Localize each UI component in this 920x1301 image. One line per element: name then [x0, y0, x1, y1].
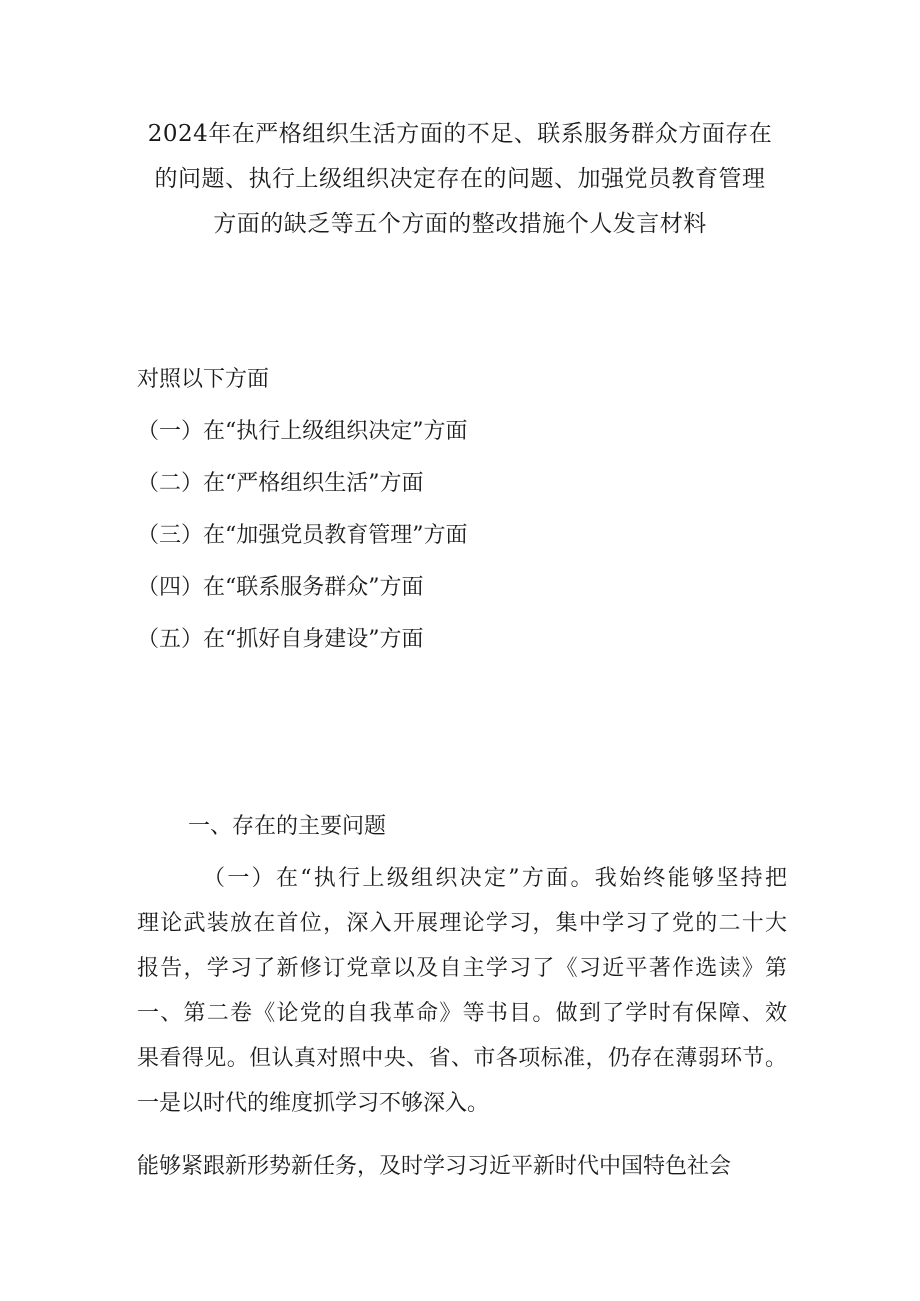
list-item: （三）在“加强党员教育管理”方面	[137, 523, 468, 548]
paragraph-line: 理论武装放在首位，深入开展理论学习，集中学习了党的二十大	[137, 911, 787, 936]
trailing-paragraph-line: 能够紧跟新形势新任务，及时学习习近平新时代中国特色社会	[137, 1154, 732, 1179]
list-item: （二）在“严格组织生活”方面	[137, 471, 424, 496]
title-line: 的问题、执行上级组织决定存在的问题、加强党员教育管理	[154, 166, 766, 192]
document-title	[140, 112, 780, 247]
title-line: 2024年在严格组织生活方面的不足、联系服务群众方面存在	[147, 121, 773, 147]
list-item: （五）在“抓好自身建设”方面	[137, 627, 424, 652]
paragraph-line: 果看得见。但认真对照中央、省、市各项标准，仍存在薄弱环节。	[137, 1046, 787, 1071]
list-item: （四）在“联系服务群众”方面	[137, 575, 424, 600]
section-heading: 一、存在的主要问题	[188, 814, 387, 839]
paragraph-line: （一）在“执行上级组织决定”方面。我始终能够坚持把	[203, 866, 787, 891]
title-line: 方面的缺乏等五个方面的整改措施个人发言材料	[213, 211, 707, 237]
paragraph-line: 一是以时代的维度抓学习不够深入。	[137, 1091, 490, 1116]
contrast-heading: 对照以下方面	[137, 367, 270, 392]
list-item: （一）在“执行上级组织决定”方面	[137, 419, 468, 444]
body-paragraph	[137, 856, 787, 1126]
paragraph-line: 报告，学习了新修订党章以及自主学习了《习近平著作选读》第	[137, 956, 787, 981]
contrast-list	[137, 416, 468, 676]
paragraph-line: 一、第二卷《论党的自我革命》等书目。做到了学时有保障、效	[137, 1001, 787, 1026]
